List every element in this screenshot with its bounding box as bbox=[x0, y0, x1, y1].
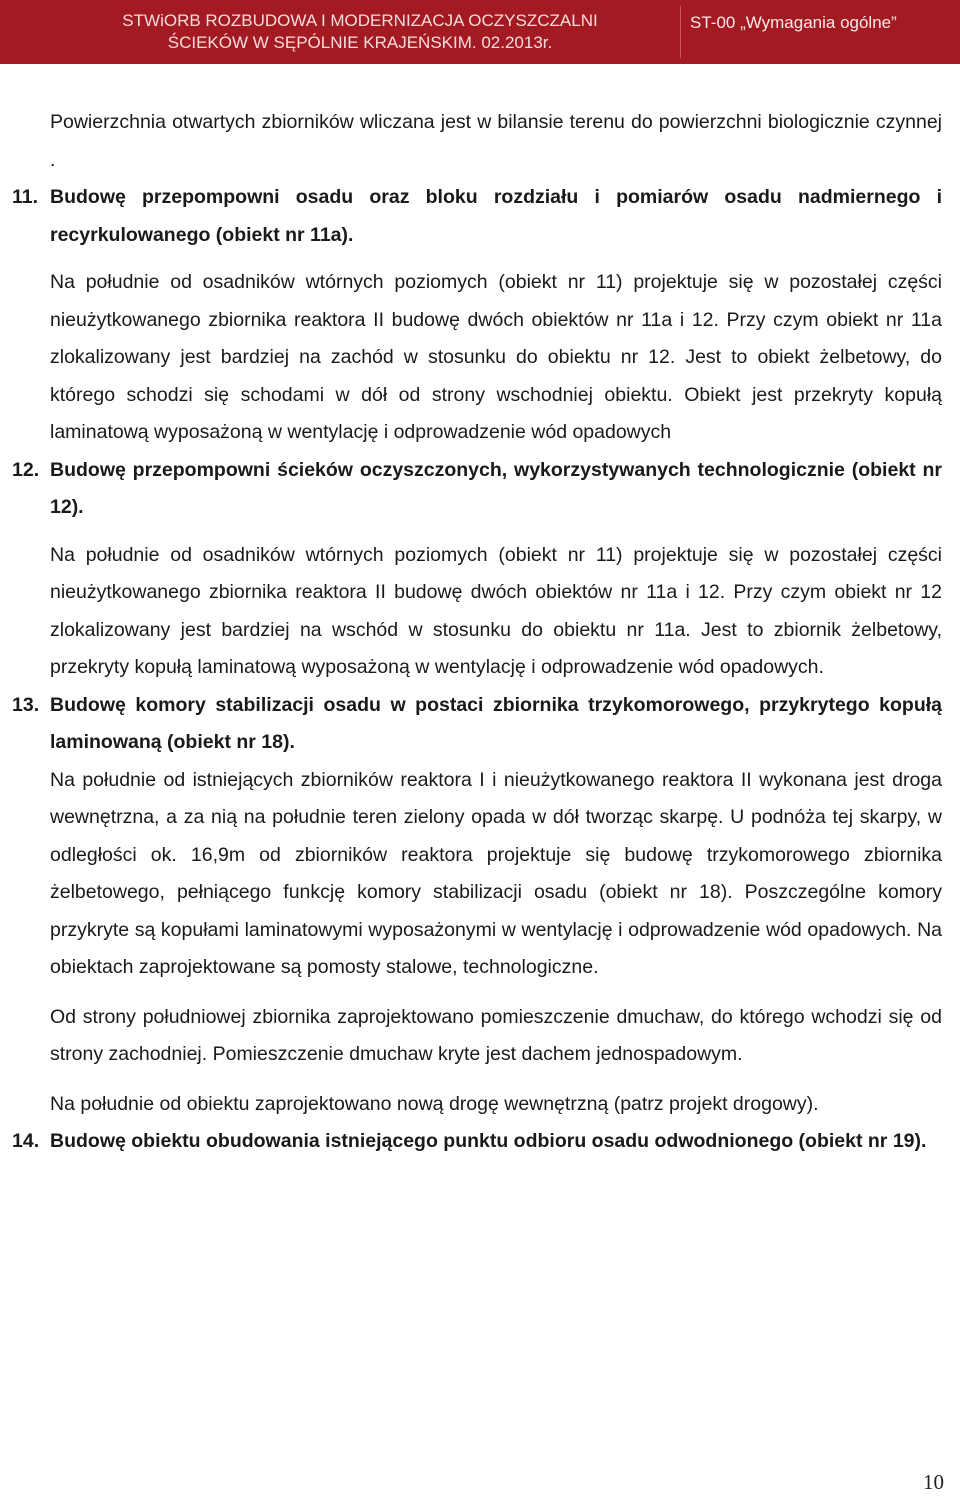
section-13-heading bbox=[12, 687, 942, 762]
document-body bbox=[12, 104, 942, 1161]
header-title-line1: STWiORB ROZBUDOWA I MODERNIZACJA OCZYSZCZALNI bbox=[122, 11, 598, 30]
section-title: Budowę przepompowni osadu oraz bloku rozdziału i pomiarów osadu nadmiernego i recyrkulowanego (obiekt nr 11a). bbox=[50, 186, 942, 246]
section-12-heading bbox=[12, 452, 942, 527]
section-13-paragraph-3: Na południe od obiektu zaprojektowano nową drogę wewnętrzną (patrz projekt drogowy). bbox=[50, 1092, 819, 1115]
intro-paragraph: Powierzchnia otwartych zbiorników wliczana jest w bilansie terenu do powierzchni biologicznie czynnej . bbox=[50, 111, 942, 171]
section-13-paragraph-2: Od strony południowej zbiornika zaprojektowano pomieszczenie dmuchaw, do którego wchodzi się od strony zachodniej. Pomieszczenie dmuchaw kryte jest dachem jednospadowym. bbox=[50, 1005, 942, 1065]
page-number: 10 bbox=[923, 1470, 944, 1494]
section-13-paragraph-1: Na południe od istniejących zbiorników reaktora I i nieużytkowanego reaktora II wykonana jest droga wewnętrzna, a za nią na południe teren zielony opada w dół tworząc skarpę. U podnóża tej skarpy, w odległości ok. 16,9m od zbiorników reaktora projektuje się budowę trzykomorowego zbiornika żelbetowego, pełniącego funkcję komory stabilizacji osadu (obiekt nr 18). Poszczególne komory przykryte są kopułami laminatowymi wyposażonymi w wentylację i odprowadzenie wód opadowych. Na obiektach zaprojektowane są pomosty stalowe, technologiczne. bbox=[50, 768, 942, 978]
section-number: 13. bbox=[12, 693, 40, 716]
header-divider bbox=[680, 6, 681, 58]
section-title: Budowę obiektu obudowania istniejącego punktu odbioru osadu odwodnionego (obiekt nr 19). bbox=[50, 1130, 927, 1152]
section-11-paragraph: Na południe od osadników wtórnych poziomych (obiekt nr 11) projektuje się w pozostałej części nieużytkowanego zbiornika reaktora II budowę dwóch obiektów nr 11a i 12. Przy czym obiekt nr 11a zlokalizowany jest bardziej na zachód w stosunku do obiektu nr 12. Jest to obiekt żelbetowy, do którego schodzi się schodami w dół od strony wschodniej obiektu. Obiekt jest przekryty kopułą laminatową wyposażoną w wentylację i odprowadzenie wód opadowych bbox=[50, 271, 942, 443]
section-14-heading bbox=[12, 1123, 942, 1161]
header-title-line2: ŚCIEKÓW W SĘPÓLNIE KRAJEŃSKIM. 02.2013r. bbox=[167, 33, 553, 52]
section-number: 12. bbox=[12, 458, 40, 481]
section-title: Budowę komory stabilizacji osadu w postaci zbiornika trzykomorowego, przykrytego kopułą laminowaną (obiekt nr 18). bbox=[50, 693, 942, 753]
header-spec-title: ST-00 „Wymagania ogólne” bbox=[690, 13, 897, 32]
section-11-heading bbox=[12, 179, 942, 254]
section-12-paragraph: Na południe od osadników wtórnych poziomych (obiekt nr 11) projektuje się w pozostałej części nieużytkowanego zbiornika reaktora II budowę dwóch obiektów nr 11a i 12. Przy czym obiekt nr 12 zlokalizowany jest bardziej na wschód w stosunku do obiektu nr 11a. Jest to zbiornik żelbetowy, przekryty kopułą laminatową wyposażoną w wentylację i odprowadzenie wód opadowych. bbox=[50, 543, 942, 678]
header-project-title bbox=[60, 10, 660, 54]
section-number: 11. bbox=[12, 186, 39, 208]
section-number: 14. bbox=[12, 1130, 40, 1152]
document-header bbox=[0, 0, 960, 64]
section-title: Budowę przepompowni ścieków oczyszczonych, wykorzystywanych technologicznie (obiekt nr 12). bbox=[50, 458, 942, 518]
